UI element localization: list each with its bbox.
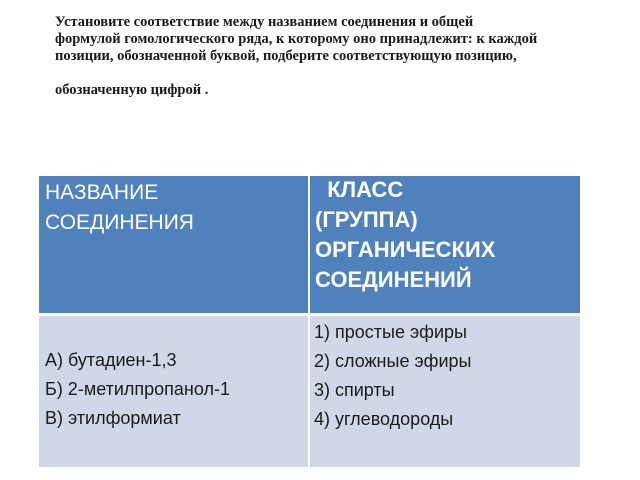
column-divider	[308, 176, 310, 467]
row-divider	[39, 313, 580, 316]
header-class-line-2: (ГРУППА)	[315, 207, 418, 232]
list-item-c: В) этилформиат	[45, 408, 181, 428]
list-item-b: Б) 2-метилпропанол-1	[45, 379, 230, 399]
question-line-2: формулой гомологического ряда, к которому оно принадлежит: к каждой	[55, 31, 538, 47]
question-line-4: обозначенную цифрой .	[55, 82, 209, 98]
header-class-line-3: ОРГАНИЧЕСКИХ	[315, 237, 496, 262]
question-line-3: позиции, обозначенной буквой, подберите соответствующую позицию,	[55, 48, 517, 64]
question-line-1: Установите соответствие между названием соединения и общей	[55, 14, 474, 30]
list-item-1: 1) простые эфиры	[314, 322, 467, 342]
question-text	[55, 14, 615, 99]
list-item-a: А) бутадиен-1,3	[45, 350, 177, 370]
header-compound-name: НАЗВАНИЕ СОЕДИНЕНИЯ	[45, 181, 194, 234]
list-item-3: 3) спирты	[314, 380, 395, 400]
header-compound-class	[315, 175, 577, 295]
list-item-2: 2) сложные эфиры	[314, 351, 472, 371]
header-class-line-1: КЛАСС	[315, 177, 404, 202]
class-list	[314, 318, 471, 434]
question-spacer	[55, 65, 615, 82]
matching-table	[39, 176, 580, 467]
list-item-4: 4) углеводороды	[314, 409, 454, 429]
header-class-line-4: СОЕДИНЕНИЙ	[315, 267, 472, 292]
compound-list	[45, 346, 230, 433]
